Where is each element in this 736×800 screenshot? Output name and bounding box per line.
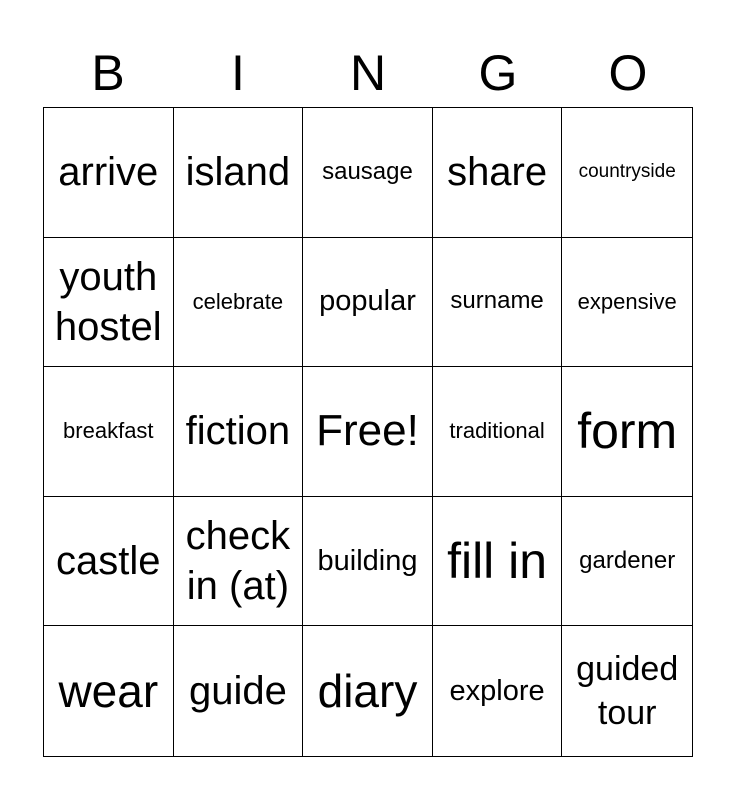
header-letter-o: O [608, 45, 648, 101]
cell-word: expensive [577, 288, 677, 314]
cell-word: fill in [447, 532, 548, 589]
bingo-board [43, 107, 693, 757]
bingo-cell-r2c4[interactable] [433, 238, 563, 368]
bingo-cell-r3c5[interactable] [562, 367, 692, 497]
bingo-cell-r1c5[interactable] [562, 108, 692, 238]
cell-word: breakfast [63, 418, 154, 444]
cell-word: countryside [578, 160, 676, 182]
bingo-cell-r5c1[interactable] [44, 626, 174, 756]
cell-word: traditional [449, 418, 545, 444]
cell-word: wear [58, 665, 159, 718]
cell-word: popular [319, 285, 416, 318]
cell-word: building [317, 544, 418, 577]
cell-word: gardener [579, 546, 676, 574]
bingo-cell-r3c2[interactable] [174, 367, 304, 497]
bingo-cell-r4c2[interactable] [174, 497, 304, 627]
bingo-cell-r1c1[interactable] [44, 108, 174, 238]
bingo-cell-r4c1[interactable] [44, 497, 174, 627]
cell-word: diary [317, 665, 418, 718]
cell-word: sausage [322, 157, 413, 185]
bingo-header [43, 42, 693, 104]
cell-word: explore [449, 674, 545, 707]
bingo-cell-r3c3[interactable] [303, 367, 433, 497]
cell-word: island [185, 150, 291, 195]
bingo-cell-r5c2[interactable] [174, 626, 304, 756]
bingo-cell-r5c4[interactable] [433, 626, 563, 756]
header-letter-g: G [478, 45, 518, 101]
cell-word: guided tour [576, 650, 679, 733]
bingo-cell-r4c3[interactable] [303, 497, 433, 627]
cell-word: surname [450, 287, 544, 315]
cell-word: arrive [58, 150, 159, 195]
bingo-cell-r1c3[interactable] [303, 108, 433, 238]
cell-word: share [447, 150, 548, 195]
free-space: Free! [316, 406, 419, 456]
cell-word: guide [188, 669, 287, 714]
bingo-cell-r5c3[interactable] [303, 626, 433, 756]
bingo-cell-r1c4[interactable] [433, 108, 563, 238]
bingo-cell-r2c1[interactable] [44, 238, 174, 368]
header-letter-b: B [91, 45, 125, 101]
cell-word: fiction [185, 409, 291, 454]
bingo-cell-r1c2[interactable] [174, 108, 304, 238]
bingo-cell-r5c5[interactable] [562, 626, 692, 756]
bingo-cell-r2c5[interactable] [562, 238, 692, 368]
bingo-cell-r2c2[interactable] [174, 238, 304, 368]
cell-word: form [577, 403, 678, 460]
header-letter-i: I [231, 45, 245, 101]
bingo-cell-r4c4[interactable] [433, 497, 563, 627]
cell-word: celebrate [192, 288, 284, 314]
cell-word: check in (at) [185, 514, 291, 609]
bingo-cell-r3c4[interactable] [433, 367, 563, 497]
bingo-cell-r4c5[interactable] [562, 497, 692, 627]
cell-word: castle [56, 539, 161, 584]
header-letter-n: N [349, 45, 387, 101]
bingo-cell-r2c3[interactable] [303, 238, 433, 368]
cell-word: youth hostel [54, 254, 162, 349]
bingo-cell-r3c1[interactable] [44, 367, 174, 497]
